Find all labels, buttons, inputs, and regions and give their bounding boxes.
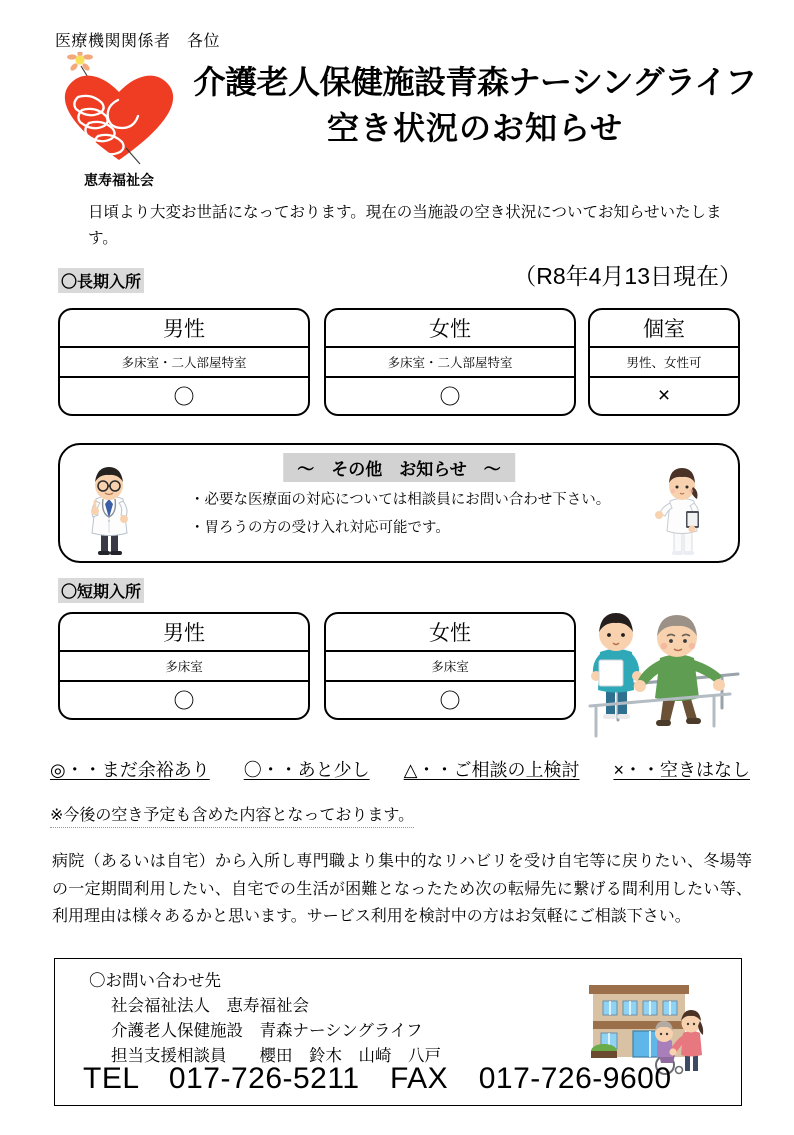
legend-row [50,756,750,782]
document-title: 空き状況のお知らせ [326,110,624,146]
body-paragraph: 病院（あるいは自宅）から入所し専門職より集中的なリハビリを受け自宅等に戻りたい、冬場等の一定期間利用したい、自宅での生活が困難となったため次の転帰先に繋げる間利用したい等、利用理由は様々あるかと思います。サービス利用を検討中の方はお気軽にご相談下さい。 [52,853,752,926]
telephone-fax-line: TEL 017-726-5211 FAX 017-726-9600 [83,1062,672,1095]
intro-paragraph: 日頃より大変お世話になっております。現在の当施設の空き状況についてお知らせいたします。 [88,204,722,247]
notice-item: ・必要な医療面の対応については相談員にお問い合わせ下さい。 [190,492,611,508]
section-heading-long-term: 〇長期入所 [58,268,144,293]
section-heading-short-term: 〇短期入所 [58,578,144,603]
availability-card-long-private-room [588,308,740,416]
availability-mark: 〇 [173,690,195,713]
other-notice-title: ～ その他 お知らせ ～ [283,453,515,482]
legend-item: △・・ご相談の上検討 [403,760,580,780]
addressee-line: 医療機関関係者 各位 [55,33,221,50]
contact-corporation: 社会福祉法人 恵寿福祉会 [111,997,309,1016]
card-subtitle: 多床室・二人部屋特室 [326,348,574,378]
availability-mark: 〇 [173,386,195,409]
other-notice-list [190,487,690,542]
card-title: 女性 [326,310,574,348]
logo-caption: 恵寿福祉会 [84,172,154,188]
availability-card-long-female [324,308,576,416]
legend-item: ×・・空きはなし [613,760,750,780]
card-subtitle: 男性、女性可 [590,348,738,378]
availability-mark: 〇 [439,386,461,409]
availability-mark: 〇 [439,690,461,713]
contact-facility: 介護老人保健施設 青森ナーシングライフ [111,1022,423,1041]
as-of-date: （R8年4月13日現在） [513,263,742,289]
card-subtitle: 多床室・二人部屋特室 [60,348,308,378]
availability-mark: × [657,384,671,407]
future-availability-note: ※今後の空き予定も含めた内容となっております。 [50,802,414,828]
availability-card-long-male [58,308,310,416]
notice-item: ・胃ろうの方の受け入れ対応可能です。 [190,519,450,536]
organization-logo [44,52,194,192]
card-title: 男性 [60,310,308,348]
contact-staff: 担当支援相談員 櫻田 鈴木 山崎 八戸 [111,1047,441,1066]
contact-heading: 〇お問い合わせ先 [89,972,221,990]
availability-card-short-male [58,612,310,720]
heart-hands-icon [44,52,194,172]
title-block [180,62,770,150]
card-title: 男性 [60,614,308,652]
facility-title: 介護老人保健施設青森ナーシングライフ [193,64,757,100]
rehabilitation-illustration [572,602,748,742]
doctor-illustration [72,463,146,559]
contact-box [54,958,742,1106]
card-title: 女性 [326,614,574,652]
card-subtitle: 多床室 [326,652,574,682]
availability-card-short-female [324,612,576,720]
card-subtitle: 多床室 [60,652,308,682]
legend-item: ◎・・まだ余裕あり [50,760,210,780]
legend-item: 〇・・あと少し [243,760,370,780]
card-title: 個室 [590,310,738,348]
other-notice-box [58,443,740,563]
nurse-illustration [645,463,719,559]
